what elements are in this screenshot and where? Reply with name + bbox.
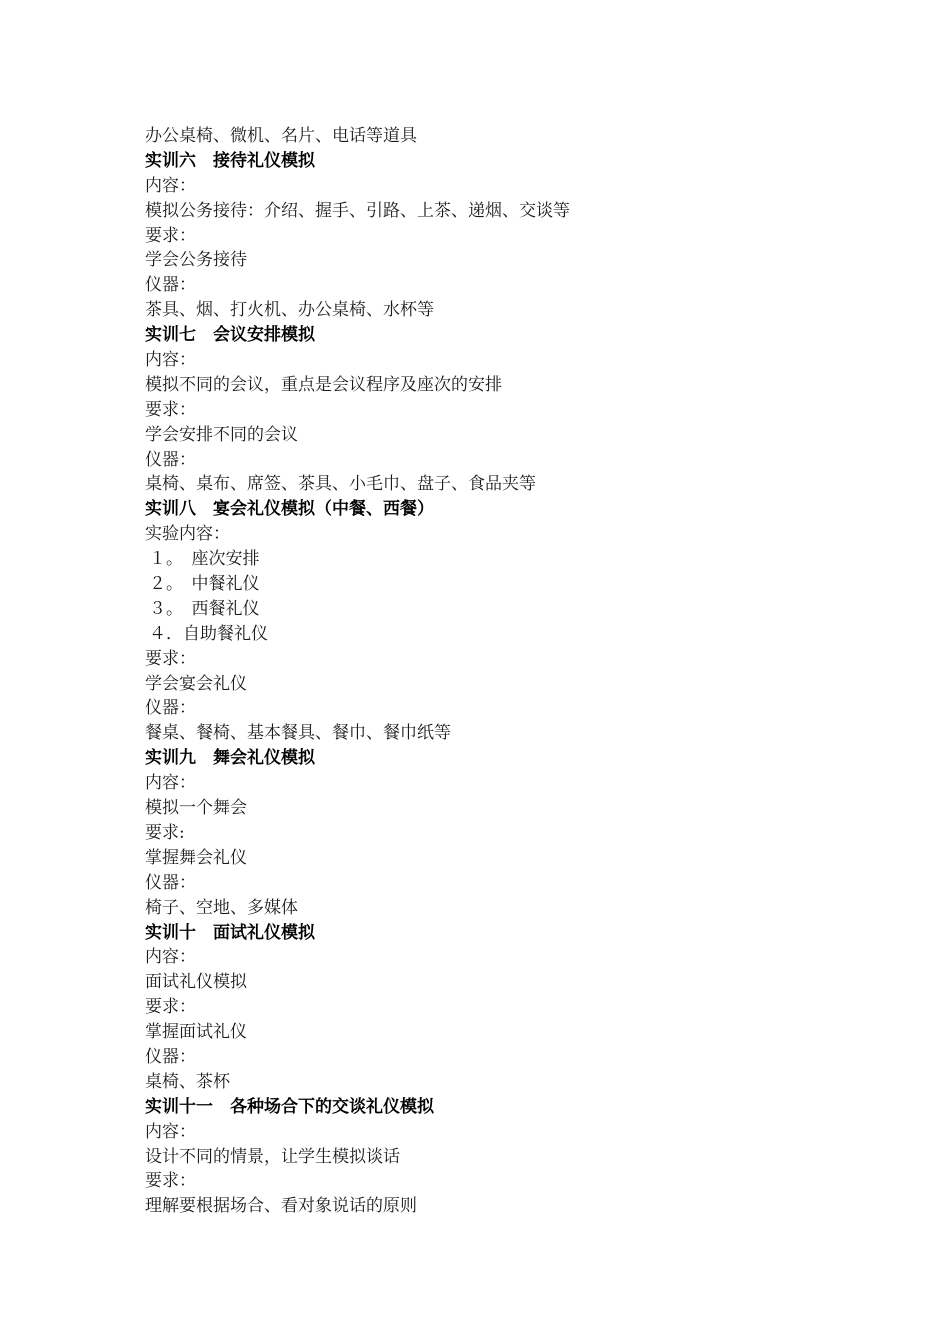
text-line: 仪器： (145, 275, 196, 296)
text-line: 要求: (145, 822, 185, 843)
text-line: 模拟一个舞会 (145, 798, 247, 819)
text-line: 实验内容： (145, 524, 230, 545)
text-line: 内容： (145, 773, 196, 794)
text-line: 掌握舞会礼仪 (145, 847, 247, 868)
text-line: 仪器： (145, 872, 196, 893)
text-line: 要求： (145, 1171, 196, 1192)
text-line: 仪器： (145, 1046, 196, 1067)
text-line: 餐桌、餐椅、基本餐具、餐巾、餐巾纸等 (145, 723, 451, 744)
document-page (145, 124, 845, 1219)
text-line: 学会宴会礼仪 (145, 673, 247, 694)
text-line: 办公桌椅、微机、名片、电话等道具 (145, 126, 417, 146)
text-line: 内容： (145, 350, 196, 371)
text-line: 面试礼仪模拟 (145, 972, 247, 993)
text-line: 掌握面试礼仪 (145, 1022, 247, 1043)
list-item: ３。 西餐礼仪 (149, 598, 260, 619)
text-line: 仪器： (145, 449, 196, 470)
text-line: 要求： (145, 648, 196, 669)
section-heading: 实训八 宴会礼仪模拟（中餐、西餐） (145, 499, 434, 520)
text-line: 设计不同的情景，让学生模拟谈话 (145, 1146, 400, 1167)
text-line: 模拟不同的会议，重点是会议程序及座次的安排 (145, 374, 502, 395)
list-item: １。 座次安排 (149, 549, 260, 570)
text-line: 模拟公务接待：介绍、握手、引路、上茶、递烟、交谈等 (145, 200, 570, 221)
text-line: 仪器： (145, 698, 196, 719)
section-heading: 实训十一 各种场合下的交谈礼仪模拟 (145, 1096, 434, 1117)
text-line: 内容： (145, 1121, 196, 1142)
text-line: 要求： (145, 997, 196, 1018)
section-heading: 实训六 接待礼仪模拟 (145, 150, 315, 171)
text-line: 学会安排不同的会议 (145, 424, 298, 445)
list-item: ２。 中餐礼仪 (149, 574, 260, 595)
text-line: 茶具、烟、打火机、办公桌椅、水杯等 (145, 300, 434, 321)
text-line: 要求： (145, 225, 196, 246)
text-line: 内容： (145, 947, 196, 968)
text-line: 要求： (145, 399, 196, 420)
text-line: 内容： (145, 175, 196, 196)
text-line: 椅子、空地、多媒体 (145, 897, 298, 918)
text-line: 学会公务接待 (145, 250, 247, 271)
text-line: 桌椅、茶杯 (145, 1071, 230, 1092)
section-heading: 实训十 面试礼仪模拟 (145, 922, 315, 943)
section-heading: 实训九 舞会礼仪模拟 (145, 748, 315, 769)
text-line: 理解要根据场合、看对象说话的原则 (145, 1196, 417, 1217)
text-line: 桌椅、桌布、席签、茶具、小毛巾、盘子、食品夹等 (145, 474, 536, 495)
section-heading: 实训七 会议安排模拟 (145, 325, 315, 346)
list-item: ４．自助餐礼仪 (149, 623, 268, 644)
